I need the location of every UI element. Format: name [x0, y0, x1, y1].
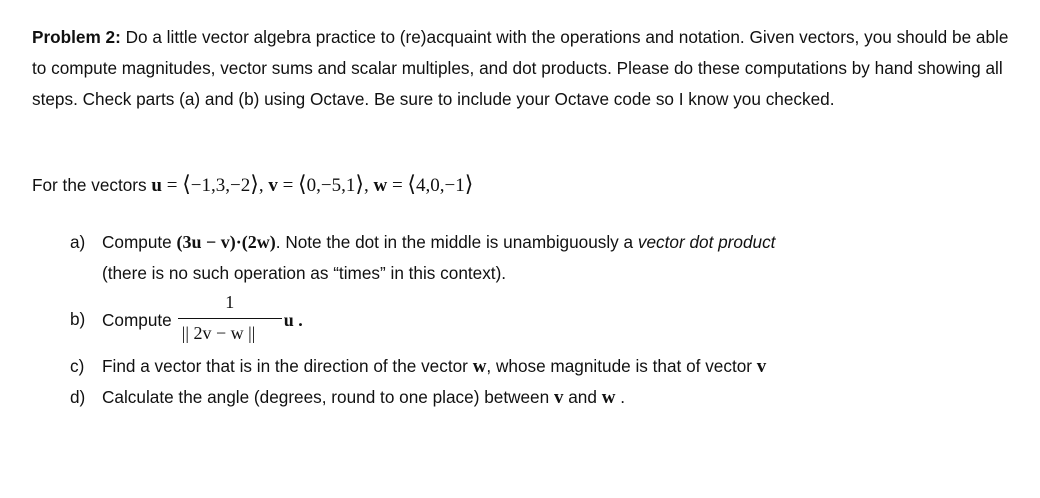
- part-d: d) Calculate the angle (degrees, round to one place) between v and w .: [70, 382, 1010, 413]
- problem-intro-text: Do a little vector algebra practice to (re)acquaint with the operations and notation. Given vectors, you should be able to compute magnitudes, vector sums and scalar multiples, and dot products. Please do these computations by hand showing all steps. Check parts (a) and (b) using Octave. Be sure to include your Octave code so I know you checked.: [32, 27, 1009, 109]
- part-b-fraction: [178, 291, 284, 349]
- part-c-marker: c): [70, 356, 85, 376]
- part-d-marker: d): [70, 387, 86, 407]
- part-a-italic: vector dot product: [637, 232, 776, 252]
- part-a-marker: a): [70, 232, 86, 252]
- part-a: a) Compute (3u − v)·(2w). Note the dot in the middle is unambiguously a vector dot product (there is no such operation as “times” in this context).: [70, 227, 1010, 289]
- fraction-numerator: 1: [225, 292, 235, 312]
- vectors-definition: For the vectors u = ⟨−1,3,−2⟩, v = ⟨0,−5,1⟩, w = ⟨4,0,−1⟩: [32, 172, 474, 197]
- parts-list: [70, 227, 1010, 413]
- vectors-lead-text: For the vectors: [32, 175, 152, 195]
- part-c: c) Find a vector that is in the direction of the vector w, whose magnitude is that of vector v: [70, 351, 1010, 382]
- fraction-bar: [178, 318, 282, 319]
- part-b: b) Compute $\frac{1}{|| 2v - w ||}$ u .: [70, 289, 1010, 351]
- part-b-suffix: u .: [283, 309, 303, 330]
- fraction-denominator: || 2v − w ||: [181, 323, 256, 343]
- vector-w-definition: w = ⟨4,0,−1⟩: [373, 172, 474, 197]
- part-a-expression: (3u − v)·(2w): [176, 232, 276, 252]
- problem-document: [32, 22, 1022, 408]
- problem-heading: Problem 2:: [32, 27, 121, 47]
- problem-intro-paragraph: [32, 22, 1022, 115]
- part-b-marker: b): [70, 309, 86, 329]
- vector-u-definition: u = ⟨−1,3,−2⟩: [151, 172, 259, 197]
- vector-v-definition: v = ⟨0,−5,1⟩: [268, 172, 364, 197]
